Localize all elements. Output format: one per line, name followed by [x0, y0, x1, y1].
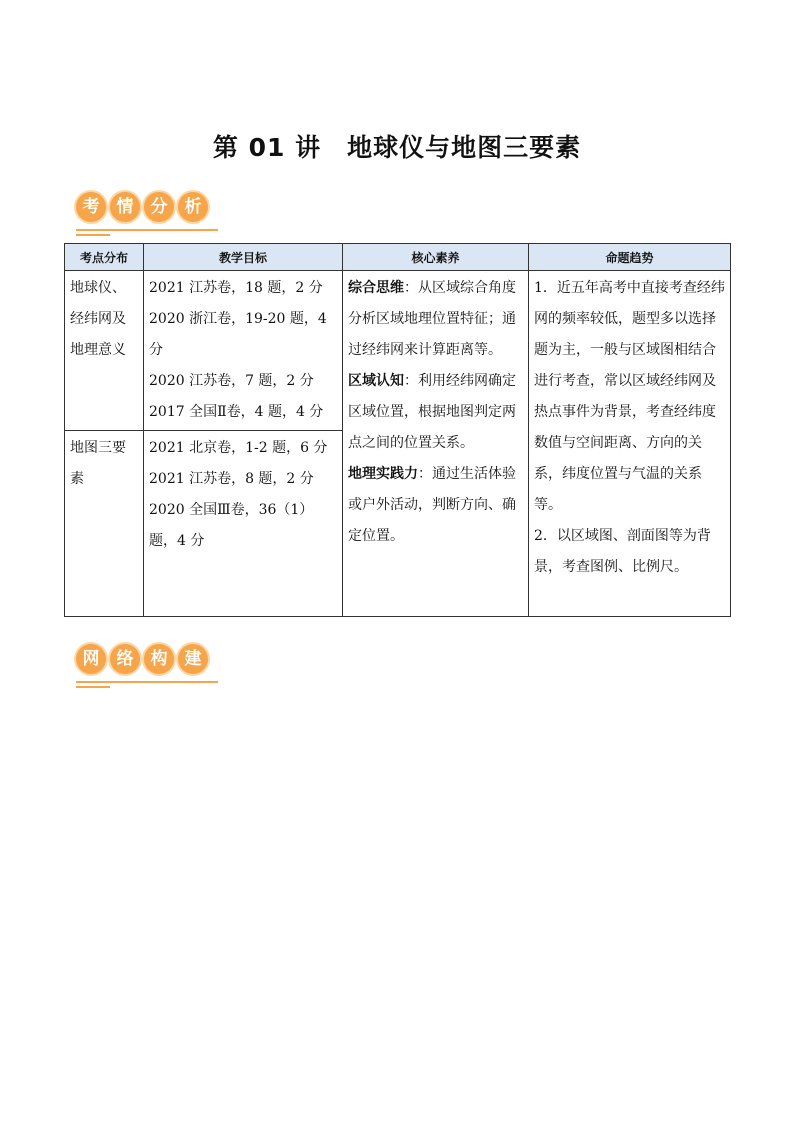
- goal-item: 2020 全国Ⅲ卷，36（1）题，4 分: [149, 502, 314, 549]
- badge-char: 分: [144, 192, 174, 222]
- goal-item: 2020 江苏卷，7 题，2 分: [149, 373, 314, 389]
- header-literacy: 核心素养: [343, 244, 529, 271]
- badge-underline: [76, 686, 110, 688]
- header-goals: 教学目标: [144, 244, 343, 271]
- literacy-label: 区域认知: [348, 373, 404, 389]
- badge-char: 析: [178, 192, 208, 222]
- header-topic: 考点分布: [65, 244, 144, 271]
- badge-underline: [76, 229, 218, 231]
- header-trends: 命题趋势: [529, 244, 731, 271]
- trend-item: 2．以区域图、剖面图等为背景，考查图例、比例尺。: [534, 528, 711, 575]
- goal-item: 2017 全国Ⅱ卷，4 题，4 分: [149, 404, 324, 420]
- literacy-text: ：从区域综合角度分析区域地理位置特征；通过经纬网来计算距离等。: [348, 280, 516, 358]
- topic-cell: 地球仪、经纬网及地理意义: [65, 271, 144, 431]
- trends-cell: [529, 271, 731, 617]
- exam-analysis-table: [64, 243, 731, 617]
- badge-char: 网: [76, 644, 106, 674]
- topic-cell: 地图三要素: [65, 431, 144, 617]
- badge-char: 情: [110, 192, 140, 222]
- badge-char: 建: [178, 644, 208, 674]
- section-badge-analysis: [72, 190, 222, 238]
- badge-underline: [76, 234, 110, 236]
- literacy-text: ：通过生活体验或户外活动，判断方向、确定位置。: [348, 466, 516, 544]
- section-badge-network: [72, 642, 222, 690]
- literacy-label: 综合思维: [348, 280, 404, 296]
- literacy-item: [348, 366, 523, 459]
- badge-char: 构: [144, 644, 174, 674]
- goal-item: 2021 北京卷，1-2 题，6 分: [149, 440, 328, 456]
- literacy-label: 地理实践力: [348, 466, 418, 482]
- literacy-text: ：利用经纬网确定区域位置，根据地图判定两点之间的位置关系。: [348, 373, 516, 451]
- badge-char: 络: [110, 644, 140, 674]
- goal-item: 2021 江苏卷，18 题，2 分: [149, 280, 323, 296]
- page-title: 第 01 讲 地球仪与地图三要素: [212, 133, 582, 162]
- badge-underline: [76, 681, 218, 683]
- badge-char: 考: [76, 192, 106, 222]
- goal-item: 2020 浙江卷，19-20 题，4 分: [149, 311, 327, 358]
- literacy-item: [348, 273, 523, 366]
- goal-item: 2021 江苏卷，8 题，2 分: [149, 471, 314, 487]
- goals-cell: [144, 271, 343, 431]
- literacy-cell: [343, 271, 529, 617]
- goals-cell: [144, 431, 343, 617]
- literacy-item: [348, 459, 523, 552]
- trend-item: 1．近五年高考中直接考查经纬网的频率较低，题型多以选择题为主，一般与区域图相结合进行考查，常以区域经纬网及热点事件为背景，考查经纬度数值与空间距离、方向的关系，纬度位置与气温的关系等。: [534, 280, 725, 513]
